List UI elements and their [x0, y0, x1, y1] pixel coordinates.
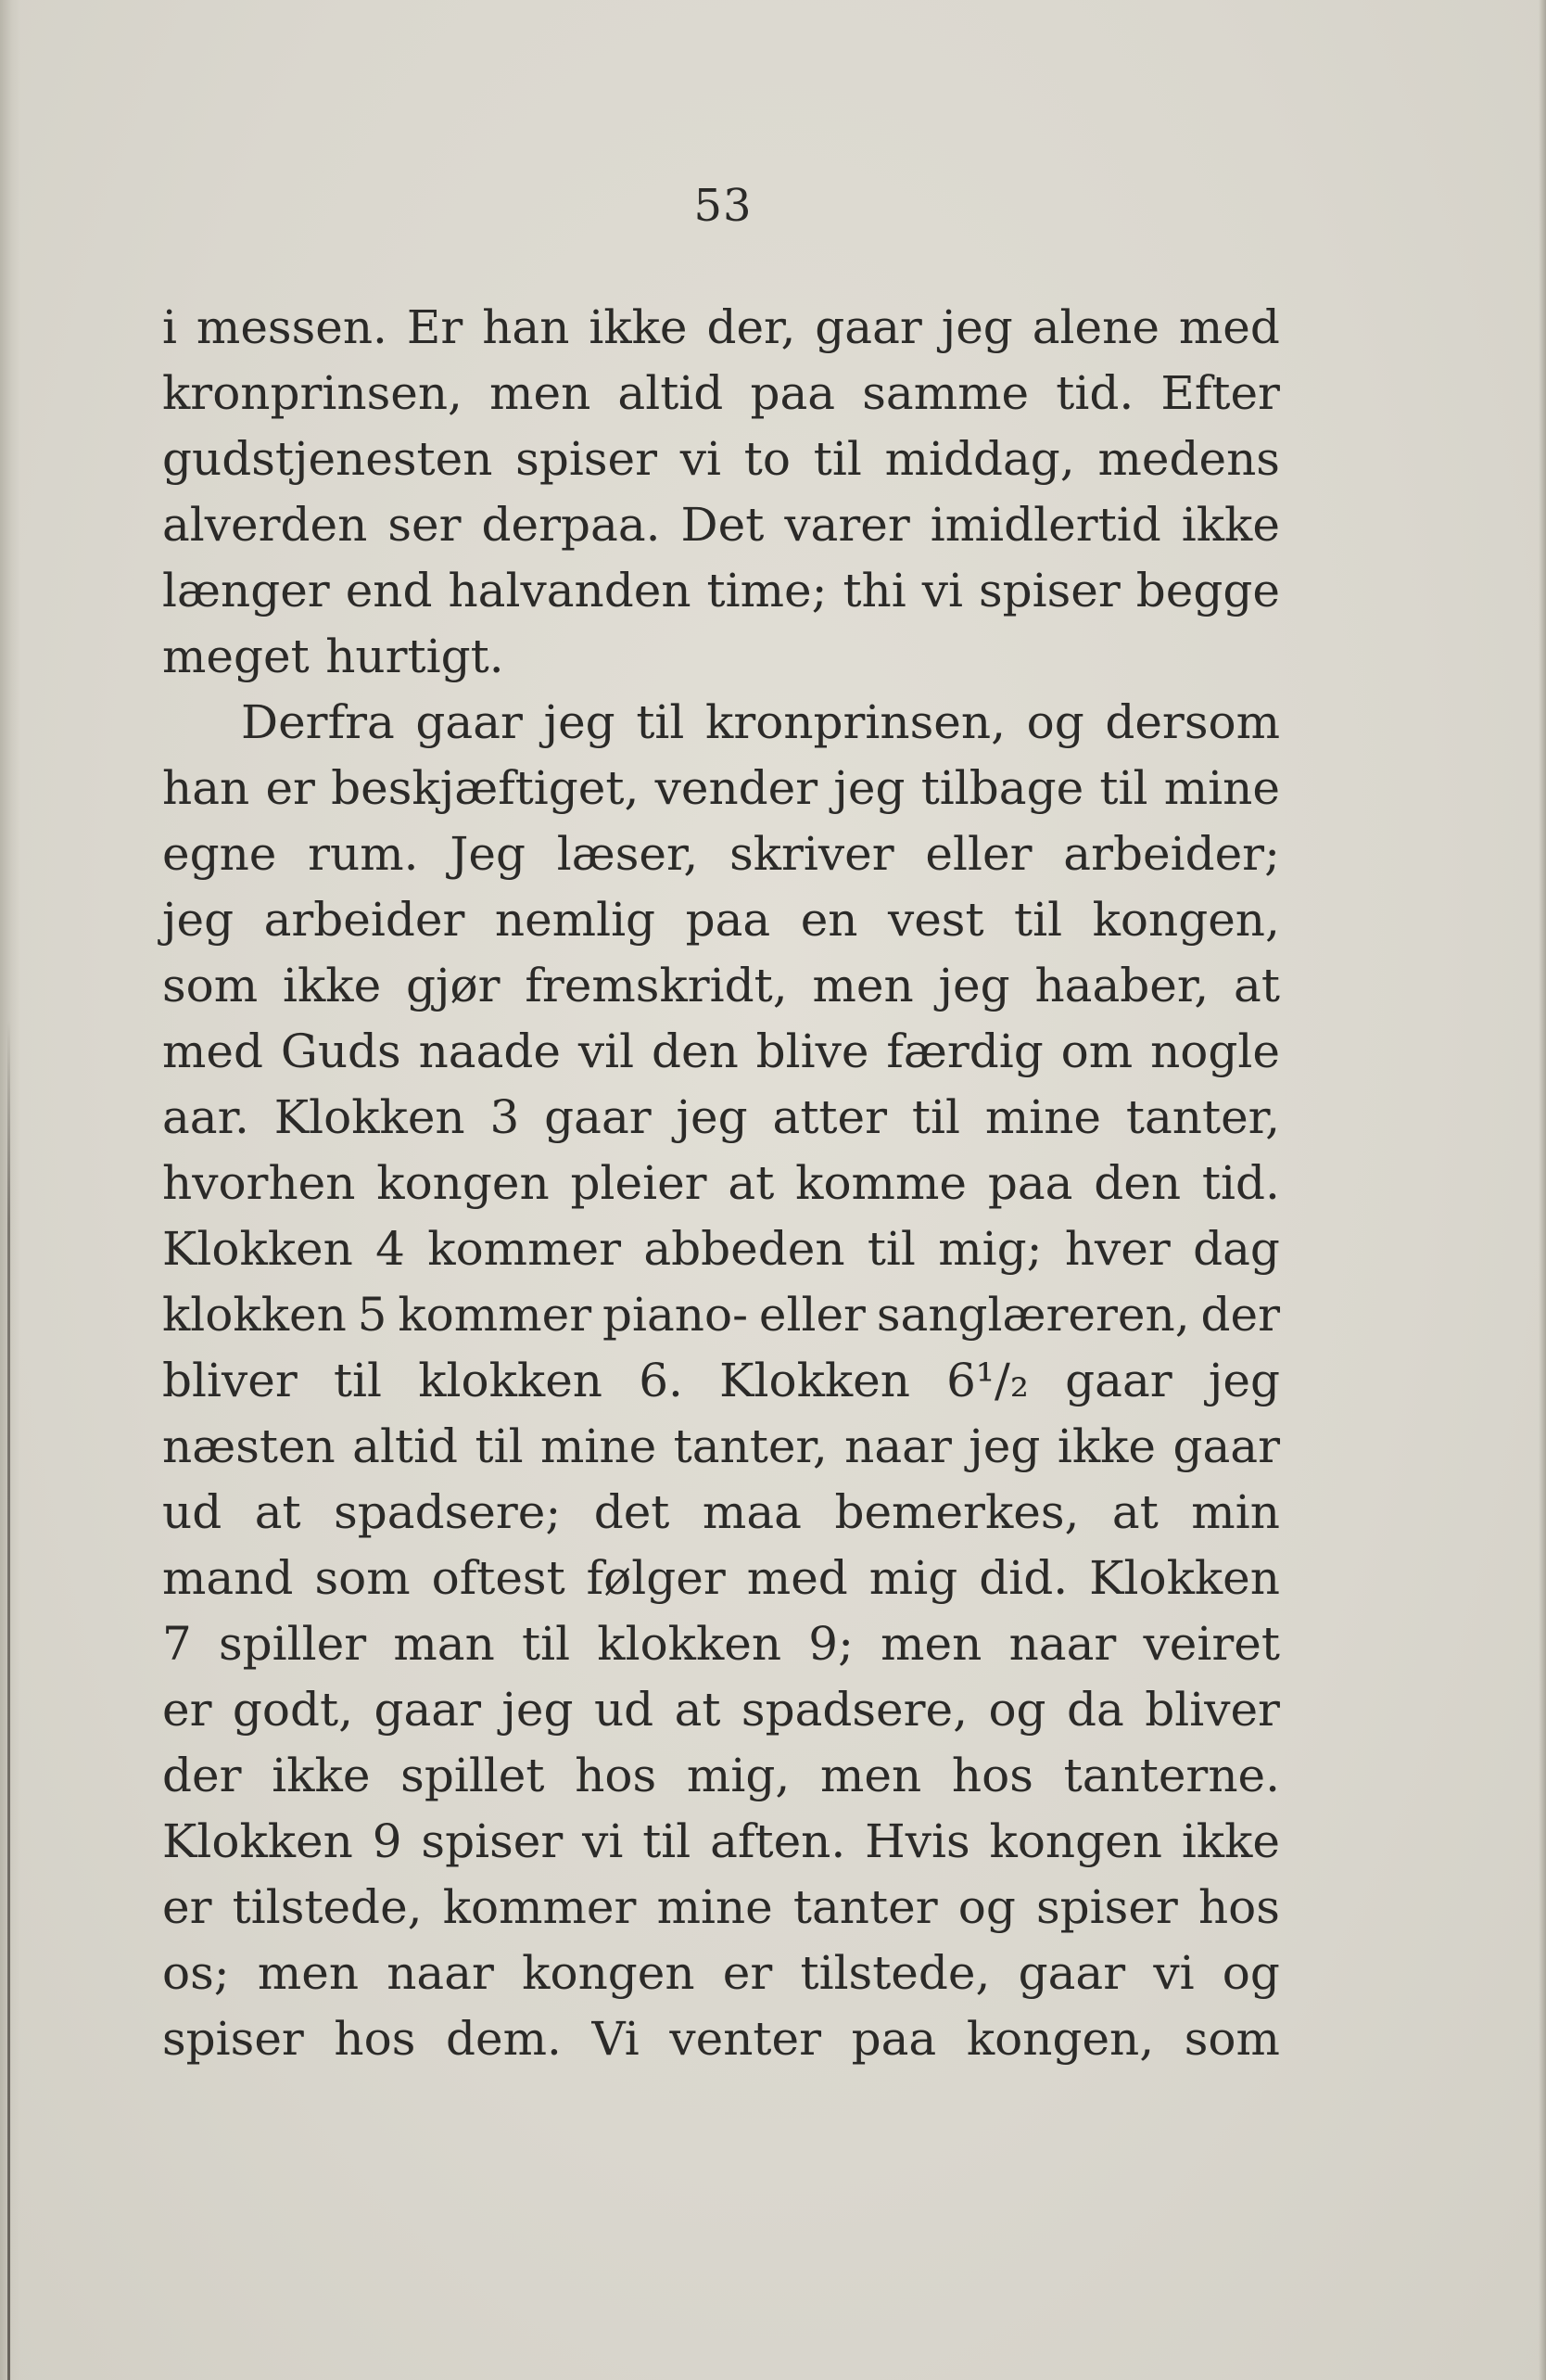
word: Derfra — [241, 695, 395, 749]
word: tid. — [1201, 1156, 1280, 1210]
word: eller — [925, 827, 1033, 881]
word: begge — [1135, 564, 1280, 617]
word: mine — [540, 1419, 657, 1473]
word: 6¹/₂ — [946, 1354, 1029, 1407]
word: og — [957, 1880, 1016, 1934]
word: vi — [582, 1814, 624, 1868]
word: ikke — [283, 959, 382, 1012]
text-line — [162, 1677, 1280, 1743]
body-text — [162, 295, 1280, 2072]
text-line — [162, 1151, 1280, 1216]
word: næsten — [162, 1419, 336, 1473]
word: til — [642, 1814, 691, 1868]
word: til — [333, 1354, 383, 1407]
word: jeg — [938, 959, 1010, 1012]
word: og — [1026, 695, 1084, 749]
word: tanter — [792, 1880, 938, 1934]
word: altid — [352, 1419, 459, 1473]
word: Klokken — [273, 1090, 465, 1144]
word: kommer — [398, 1288, 592, 1342]
text-line — [162, 1743, 1280, 1809]
word: en — [800, 893, 858, 947]
word: hos — [1198, 1880, 1280, 1934]
text-line — [162, 1414, 1280, 1480]
word: altid — [617, 366, 724, 420]
word: dersom — [1105, 695, 1280, 749]
word: gaar — [815, 300, 922, 354]
word: samme — [862, 366, 1030, 420]
word: Klokken — [162, 1814, 353, 1868]
word: mand — [162, 1551, 294, 1605]
page-left-edge — [0, 0, 20, 2380]
word: rum. — [308, 827, 419, 881]
word: spiser — [515, 432, 657, 486]
word: mig; — [938, 1222, 1043, 1276]
word: med — [162, 1025, 264, 1078]
word: 7 — [162, 1617, 192, 1671]
word: til — [636, 695, 685, 749]
word: tilstede, — [232, 1880, 423, 1934]
word: aften. — [710, 1814, 846, 1868]
word: som — [1184, 2012, 1280, 2066]
word: mine — [984, 1090, 1102, 1144]
word: naar — [844, 1419, 952, 1473]
word: gaar — [1065, 1354, 1172, 1407]
word: ud — [593, 1683, 654, 1737]
word: dag — [1193, 1222, 1280, 1276]
word: spiser — [421, 1814, 564, 1868]
word: læser, — [556, 827, 699, 881]
word: eller — [758, 1288, 866, 1342]
word: ud — [162, 1485, 222, 1539]
word: end — [345, 564, 433, 617]
word: aar. — [162, 1090, 249, 1144]
word: arbeider; — [1063, 827, 1280, 881]
word: hver — [1064, 1222, 1171, 1276]
text-line — [162, 690, 1280, 756]
word: tanter, — [673, 1419, 828, 1473]
word: hos — [334, 2012, 416, 2066]
word: paa — [750, 366, 836, 420]
word: 9 — [372, 1814, 402, 1868]
word: medens — [1097, 432, 1280, 486]
word: meget — [162, 630, 310, 683]
word: er — [162, 1683, 212, 1737]
word: godt, — [232, 1683, 354, 1737]
word: og — [1222, 1946, 1280, 2000]
word: men — [812, 959, 914, 1012]
word: jeg — [501, 1683, 574, 1737]
word: vender — [654, 761, 818, 815]
text-line — [162, 426, 1280, 492]
word: beskjæftiget, — [331, 761, 640, 815]
word: i — [162, 300, 177, 354]
word: spiser — [162, 2012, 304, 2066]
word: blive — [755, 1025, 869, 1078]
word: er — [722, 1946, 773, 2000]
word: tilstede, — [800, 1946, 991, 2000]
word: han — [162, 761, 250, 815]
word: alverden — [162, 498, 368, 552]
word: jeg — [833, 761, 906, 815]
text-line — [162, 1941, 1280, 2006]
word: venter — [669, 2012, 821, 2066]
word: paa — [987, 1156, 1073, 1210]
word: naar — [386, 1946, 494, 2000]
word: til — [867, 1222, 916, 1276]
word: at — [728, 1156, 775, 1210]
word: nogle — [1150, 1025, 1280, 1078]
word: bliver — [162, 1354, 298, 1407]
word: gaar — [415, 695, 523, 749]
text-line — [162, 953, 1280, 1019]
word: som — [162, 959, 259, 1012]
word: to — [743, 432, 791, 486]
text-line — [162, 1611, 1280, 1677]
word: tid. — [1056, 366, 1134, 420]
word: nemlig — [494, 893, 656, 947]
word: min — [1191, 1485, 1280, 1539]
word: oftest — [431, 1551, 565, 1605]
word: mine — [656, 1880, 773, 1934]
word: man — [393, 1617, 495, 1671]
word: bliver — [1145, 1683, 1280, 1737]
word: Det — [680, 498, 765, 552]
word: Er — [406, 300, 463, 354]
text-line — [162, 624, 1280, 690]
word: ikke — [1181, 498, 1280, 552]
page-right-edge — [1539, 0, 1546, 2380]
word: Hvis — [865, 1814, 970, 1868]
word: vi — [679, 432, 721, 486]
word: middag, — [884, 432, 1075, 486]
word: sanglæreren, — [876, 1288, 1190, 1342]
text-line — [162, 1085, 1280, 1151]
word: til — [813, 432, 862, 486]
word: naar — [1008, 1617, 1117, 1671]
word: Jeg — [450, 827, 526, 881]
word: imidlertid — [930, 498, 1161, 552]
text-line — [162, 1348, 1280, 1414]
word: der, — [706, 300, 796, 354]
word: mig, — [686, 1749, 791, 1802]
text-line — [162, 821, 1280, 887]
word: men — [489, 366, 591, 420]
word: men — [819, 1749, 922, 1802]
word: spiller — [219, 1617, 367, 1671]
word: gaar — [1018, 1946, 1126, 2000]
word: jeg — [1208, 1354, 1280, 1407]
word: er — [265, 761, 315, 815]
word: veiret — [1143, 1617, 1280, 1671]
word: maa — [702, 1485, 802, 1539]
word: vi — [921, 564, 963, 617]
word: Efter — [1160, 366, 1280, 420]
word: hurtigt. — [325, 630, 504, 683]
word: jeg — [162, 893, 234, 947]
word: kongen — [376, 1156, 550, 1210]
word: Guds — [280, 1025, 401, 1078]
text-line — [162, 1480, 1280, 1546]
word: halvanden — [448, 564, 691, 617]
word: 4 — [375, 1222, 405, 1276]
word: arbeider — [263, 893, 465, 947]
word: os; — [162, 1946, 230, 2000]
word: kongen — [522, 1946, 695, 2000]
word: at — [254, 1485, 301, 1539]
word: atter — [772, 1090, 888, 1144]
word: vil — [577, 1025, 635, 1078]
text-line — [162, 1809, 1280, 1875]
word: som — [314, 1551, 411, 1605]
word: komme — [795, 1156, 967, 1210]
word: bemerkes, — [834, 1485, 1080, 1539]
word: gaar — [1172, 1419, 1280, 1473]
text-line — [162, 361, 1280, 426]
word: klokken — [418, 1354, 602, 1407]
word: naade — [418, 1025, 561, 1078]
word: tanter, — [1125, 1090, 1280, 1144]
word: til — [475, 1419, 524, 1473]
word: der — [162, 1749, 242, 1802]
word: til — [522, 1617, 571, 1671]
word: piano- — [602, 1288, 748, 1342]
word: kronprinsen, — [705, 695, 1006, 749]
word: mine — [1163, 761, 1280, 815]
word: 6. — [639, 1354, 683, 1407]
word: spiser — [978, 564, 1121, 617]
word: og — [988, 1683, 1046, 1737]
text-line — [162, 1216, 1280, 1282]
text-line — [162, 558, 1280, 624]
text-line — [162, 295, 1280, 361]
text-line — [162, 2006, 1280, 2072]
word: kommer — [442, 1880, 637, 1934]
word: pleier — [570, 1156, 707, 1210]
word: jeg — [543, 695, 615, 749]
word: Klokken — [719, 1354, 910, 1407]
word: at — [1234, 959, 1280, 1012]
word: er — [162, 1880, 212, 1934]
word: fremskridt, — [525, 959, 788, 1012]
word: jeg — [969, 1419, 1041, 1473]
word: færdig — [886, 1025, 1044, 1078]
text-line — [162, 1875, 1280, 1941]
word: paa — [685, 893, 771, 947]
word: thi — [843, 564, 906, 617]
text-line — [162, 887, 1280, 953]
word: kommer — [427, 1222, 621, 1276]
word: 9; — [808, 1617, 854, 1671]
word: gjør — [406, 959, 501, 1012]
word: at — [674, 1683, 721, 1737]
word: han — [482, 300, 570, 354]
word: klokken — [597, 1617, 782, 1671]
word: til — [1014, 893, 1063, 947]
word: spiser — [1036, 1880, 1178, 1934]
word: til — [1099, 761, 1148, 815]
binding-shadow — [7, 1020, 10, 2380]
word: at — [1111, 1485, 1159, 1539]
word: kongen — [989, 1814, 1162, 1868]
word: time; — [706, 564, 828, 617]
word: den — [651, 1025, 739, 1078]
word: varer — [784, 498, 910, 552]
word: skriver — [729, 827, 894, 881]
word: dem. — [446, 2012, 562, 2066]
word: mig — [868, 1551, 958, 1605]
word: haaber, — [1034, 959, 1210, 1012]
word: hos — [951, 1749, 1033, 1802]
word: vi — [1153, 1946, 1195, 2000]
word: messen. — [196, 300, 387, 354]
word: klokken — [162, 1288, 347, 1342]
word: Vi — [591, 2012, 640, 2066]
word: ikke — [272, 1749, 371, 1802]
word: vest — [887, 893, 984, 947]
word: følger — [586, 1551, 726, 1605]
word: der — [1200, 1288, 1280, 1342]
word: spadsere; — [334, 1485, 562, 1539]
text-line — [162, 492, 1280, 558]
word: kongen, — [1092, 893, 1280, 947]
word: did. — [979, 1551, 1069, 1605]
page-number: 53 — [693, 180, 753, 232]
word: gaar — [544, 1090, 652, 1144]
text-line — [162, 756, 1280, 821]
word: ikke — [1057, 1419, 1157, 1473]
word: ikke — [1181, 1814, 1280, 1868]
word: men — [257, 1946, 360, 2000]
word: spillet — [400, 1749, 545, 1802]
word: Klokken — [162, 1222, 353, 1276]
word: men — [881, 1617, 982, 1671]
word: om — [1060, 1025, 1134, 1078]
word: til — [911, 1090, 960, 1144]
word: hos — [575, 1749, 657, 1802]
word: kongen, — [966, 2012, 1155, 2066]
word: spadsere, — [741, 1683, 969, 1737]
word: med — [746, 1551, 848, 1605]
word: egne — [162, 827, 277, 881]
word: jeg — [941, 300, 1013, 354]
word: ser — [387, 498, 462, 552]
word: kronprinsen, — [162, 366, 463, 420]
word: alene — [1032, 300, 1160, 354]
word: paa — [851, 2012, 937, 2066]
word: tilbage — [920, 761, 1084, 815]
word: den — [1094, 1156, 1182, 1210]
word: gaar — [374, 1683, 481, 1737]
word: da — [1066, 1683, 1124, 1737]
word: med — [1178, 300, 1280, 354]
word: længer — [162, 564, 330, 617]
word: jeg — [676, 1090, 748, 1144]
word: hvorhen — [162, 1156, 356, 1210]
word: ikke — [589, 300, 688, 354]
word: tanterne. — [1063, 1749, 1280, 1802]
word: Klokken — [1089, 1551, 1280, 1605]
word: derpaa. — [481, 498, 661, 552]
word: det — [593, 1485, 670, 1539]
word: gudstjenesten — [162, 432, 493, 486]
text-line — [162, 1546, 1280, 1611]
text-line — [162, 1282, 1280, 1348]
word: abbeden — [643, 1222, 845, 1276]
word: 3 — [489, 1090, 520, 1144]
text-line — [162, 1019, 1280, 1085]
word: 5 — [357, 1288, 387, 1342]
